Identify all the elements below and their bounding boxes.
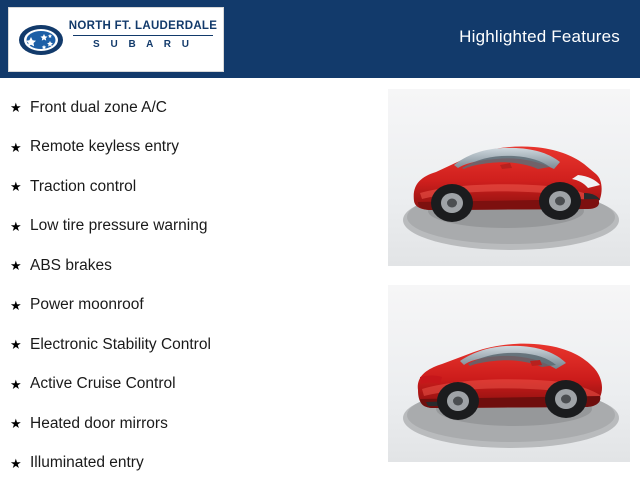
list-item (10, 444, 380, 483)
feature-label: Heated door mirrors (30, 415, 168, 433)
star-bullet-icon: ★ (10, 259, 30, 272)
star-bullet-icon: ★ (10, 338, 30, 351)
list-item (10, 88, 380, 128)
list-item (10, 404, 380, 444)
feature-label: Active Cruise Control (30, 375, 176, 393)
list-item (10, 325, 380, 365)
feature-label: Low tire pressure warning (30, 217, 207, 235)
feature-label: ABS brakes (30, 257, 112, 275)
feature-label: Illuminated entry (30, 454, 144, 472)
star-bullet-icon: ★ (10, 180, 30, 193)
list-item (10, 365, 380, 405)
feature-label: Electronic Stability Control (30, 336, 211, 354)
feature-label: Traction control (30, 178, 136, 196)
list-item (10, 207, 380, 247)
brand-name: S U B A R U (67, 39, 219, 50)
list-item (10, 128, 380, 168)
star-bullet-icon: ★ (10, 417, 30, 430)
star-bullet-icon: ★ (10, 299, 30, 312)
features-list (10, 88, 380, 483)
dealer-name: NORTH FT. LAUDERDALE (67, 20, 219, 32)
list-item (10, 246, 380, 286)
page-title: Highlighted Features (459, 27, 620, 47)
feature-label: Remote keyless entry (30, 138, 179, 156)
star-bullet-icon: ★ (10, 141, 30, 154)
star-bullet-icon: ★ (10, 457, 30, 470)
logo-inner (9, 8, 223, 71)
star-bullet-icon: ★ (10, 220, 30, 233)
vehicle-photo-rear-quarter (388, 285, 630, 462)
vehicle-photo-front-quarter (388, 89, 630, 266)
logo-divider (73, 35, 213, 36)
star-bullet-icon: ★ (10, 101, 30, 114)
logo-text (67, 20, 219, 50)
feature-label: Front dual zone A/C (30, 99, 167, 117)
dealer-logo (8, 7, 224, 72)
list-item (10, 167, 380, 207)
list-item (10, 286, 380, 326)
subaru-star-cluster-icon (17, 16, 65, 64)
star-bullet-icon: ★ (10, 378, 30, 391)
feature-label: Power moonroof (30, 296, 144, 314)
